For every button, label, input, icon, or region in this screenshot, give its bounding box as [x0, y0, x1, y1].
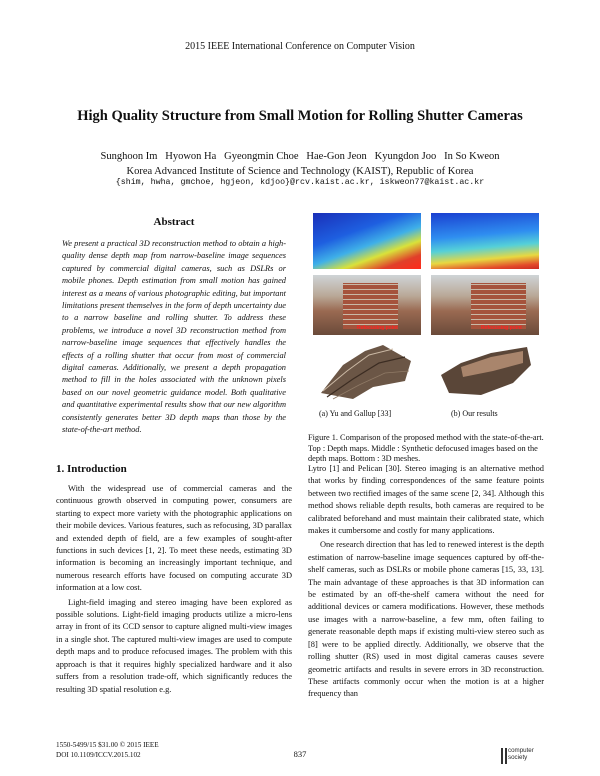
abstract-heading: Abstract: [153, 216, 195, 228]
intro-right-column: [308, 463, 544, 703]
page-number: 837: [293, 749, 307, 759]
figure-caption: Figure 1. Comparison of the proposed method with the state-of-the-art. Top : Depth maps. Middle : Synthetic defocused images based on the depth maps. Bottom : 3D meshes.: [308, 433, 544, 464]
brick-wall: [343, 283, 398, 329]
doi-line: DOI 10.1109/ICCV.2015.102: [56, 750, 141, 759]
conference-header: 2015 IEEE International Conference on Computer Vision: [185, 41, 415, 52]
intro-left-column: [56, 483, 292, 698]
subcaption-b: (b) Our results: [451, 409, 498, 418]
intro-paragraph-3: Lytro [1] and Pelican [30]. Stereo imaging is an alternative method that works by finding correspondences of the same feature points between two rectified images of the same scene [2, 34]. Although this method shows reliable depth results, both cameras are required to be calibrated beforehand and must maintain their calibrated state, which makes it cumbersome and costly for many applications.: [308, 464, 544, 536]
refocus-label-left: Refocusing point: [357, 325, 398, 331]
depth-map-baseline: [313, 213, 421, 269]
issn-line: 1550-5499/15 $31.00 © 2015 IEEE: [56, 741, 159, 749]
computer-society-logo: [500, 744, 548, 768]
affiliation: Korea Advanced Institute of Science and Technology (KAIST), Republic of Korea: [126, 166, 474, 177]
logo-line-2: society: [508, 753, 528, 761]
subcaption-a: (a) Yu and Gallup [33]: [319, 409, 392, 418]
defocus-image-ours: [431, 275, 539, 335]
author-emails: {shim, hwha, gmchoe, hgjeon, kdjoo}@rcv.kaist.ac.kr, iskweon77@kaist.ac.kr: [115, 178, 485, 187]
logo-line-1: computer: [508, 747, 534, 754]
brick-wall: [471, 283, 526, 329]
paper-title: High Quality Structure from Small Motion for Rolling Shutter Cameras: [77, 108, 523, 124]
mesh-ours: [431, 341, 539, 403]
mesh-baseline: [313, 341, 421, 403]
figure-1: [313, 213, 541, 429]
section-heading-introduction: 1. Introduction: [56, 463, 127, 475]
logo-text: [508, 748, 534, 762]
intro-paragraph-2: Light-field imaging and stereo imaging have been explored as possible solutions. Light-field imaging products utilize a micro-lens array in front of its CCD sensor to capture aligned multi-view images in a single shot. The captured multi-view images are used to compute depth maps and to produce refocused images. The problem with this approach is that it requires highly specialized hardware and it also suffers from a resolution trade-off, which significantly reduces the resulting 3D spatial resolution e.g.: [56, 597, 292, 694]
depth-map-ours: [431, 213, 539, 269]
author-block: [0, 149, 600, 179]
intro-paragraph-4: One research direction that has led to renewed interest is the depth estimation of narrow-baseline image sequences captured by off-the-shelf cameras, such as DSLRs or mobile phone cameras [15, 33, 13]. The main advantage of these approaches is that 3D information can be estimated by an off-the-shelf camera without the need for additional devices or camera modifications. However, these methods use images with a narrow-baseline, a few mm, often failing to generate reasonable depth maps if existing multi-view stereo such as [8] were to be applied directly. Additionally, we observe that the rolling shutter (RS) used in most digital cameras causes severe geometric artifacts and results in severe errors in 3D reconstruction. These artifacts commonly occur when the motion is at a higher frequency than: [308, 540, 544, 699]
abstract-text: We present a practical 3D reconstruction method to obtain a high-quality dense depth map from narrow-baseline image sequences captured by commercial digital cameras, such as DSLRs or mobile phones. Depth estimation from small motion has gained interest as a means of various photographic editing, but important limitations present themselves in the form of depth uncertainty due to a narrow baseline and rolling shutter. To address these problems, we introduce a novel 3D reconstruction method from narrow-baseline image sequences that effectively handles the effects of a rolling shutter that occur from most of commercial digital cameras. Additionally, we present a depth propagation method to fill in the holes associated with the unknown pixels based on our novel geometric guidance model. Both qualitative and quantitative experimental results show that our new algorithm consistently generates better 3D depth maps than those by the state-of-the-art method.: [62, 239, 286, 435]
defocus-image-baseline: [313, 275, 421, 335]
refocus-label-right: Refocusing point: [481, 325, 522, 331]
author-names: Sunghoon Im Hyowon Ha Gyeongmin Choe Hae-Gon Jeon Kyungdon Joo In So Kweon: [100, 151, 500, 162]
intro-paragraph-1: With the widespread use of commercial cameras and the continuous growth observed in computing power, consumers are starting to expect more variety with the photographic applications on their mobile devices. Various features, such as refocusing, 3D parallax and extended depth of field, are a few examples of sought-after functions in such devices [1, 2]. To meet these needs, estimating 3D information is becoming an increasingly important technique, and numerous research efforts have focused on computing accurate 3D information at a low cost.: [56, 484, 292, 593]
